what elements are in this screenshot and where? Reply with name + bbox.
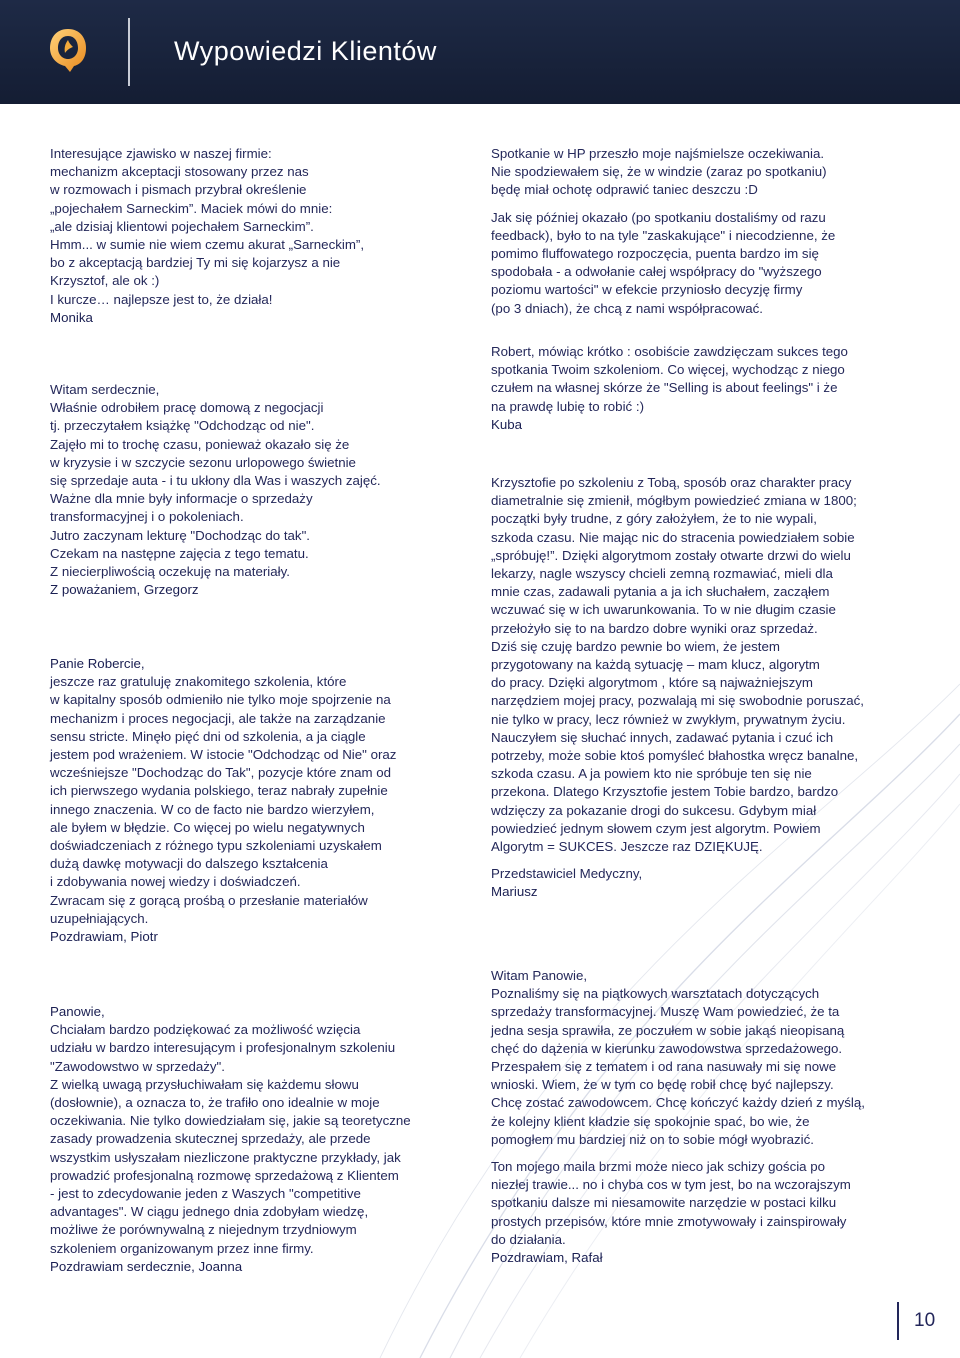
signature: Z poważaniem, Grzegorz (50, 582, 199, 598)
text-line: wcześniejsze "Dochodząc do Tak", pozycje które znam od (50, 765, 392, 781)
text-line: sensu stricte. Minęło pięć dni od szkolenia, a ja ciągle (50, 728, 366, 744)
text-line: w kryzysie i w szczycie sezonu urlopowego świetnie (50, 454, 356, 470)
text-line: ich pierwszego wydania polskiego, teraz nabrały zupełnie (50, 783, 388, 799)
page-number-divider (897, 1302, 899, 1340)
testimonial-piotr (50, 655, 396, 946)
text-line: Zwracam się z gorącą prośbą o przesłanie materiałów (50, 892, 368, 908)
text-line: Z wielką uwagą przysłuchiwałam się każdemu słowu (50, 1076, 359, 1092)
text-line: mechanizm i proces negocjacji, ale także na zarządzanie (50, 710, 386, 726)
text-line: Przespałem się z tematem i od rana nasuwały mi się nowe (491, 1059, 837, 1075)
role-line: Przedstawiciel Medyczny, (491, 866, 643, 882)
text-line: szkoleniem organizowanym przez inne firmy. (50, 1240, 314, 1256)
text-line: oczekiwania. Nie tylko dowiedziałam się, jakie są teoretyczne (50, 1113, 411, 1129)
text-line: wczuwać się w ich uwarunkowania. To w nie długim czasie (491, 602, 836, 618)
text-line: Chciałam bardzo podziękować za możliwość wzięcia (50, 1022, 361, 1038)
text-line: tj. przeczytałem książkę "Odchodząc od nie". (50, 418, 315, 434)
text-line: przekona. Dlatego Krzysztofie jestem Tobie bardzo, bardzo (491, 784, 839, 800)
text-line: spotkania Twoim szkoleniom. Co więcej, wychodząc z niego (491, 362, 845, 378)
text-line: jeszcze raz gratuluję znakomitego szkolenia, które (50, 674, 347, 690)
text-line: spotkaniu dalsze mi niesamowite narzędzie w postaci kilku (491, 1195, 837, 1211)
text-line: i zdobywania nowej wiedzy i doświadczeń. (50, 874, 301, 890)
greeting: Panowie, (50, 1004, 105, 1019)
text-line: Hmm... w sumie nie wiem czemu akurat „Sarneckim”, (50, 237, 365, 253)
q-logo-icon (46, 26, 90, 74)
text-line: Właśnie odrobiłem pracę domową z negocjacji (50, 400, 324, 416)
text-line: Nauczyłem się słuchać innych, zadawać pytania i czuć ich (491, 729, 834, 745)
page-number: 10 (914, 1310, 936, 1331)
page-header (0, 0, 960, 104)
text-line: początki były trudne, z góry założyłem, że to nie wypali, (491, 511, 817, 527)
text-line: pomimo fluffowatego rozpoczęcia, puenta bardzo im się (491, 246, 819, 262)
text-line: Krzysztof, ale ok :) (50, 273, 160, 289)
signature: Kuba (491, 416, 523, 432)
text-line: sprzedaży transformacyjnej. Muszę Wam powiedzieć, że ta (491, 1004, 840, 1020)
text-line: przygotowany na każdą sytuację – mam klucz, algorytm (491, 657, 820, 673)
signature: Pozdrawiam, Rafał (491, 1250, 603, 1266)
text-line: nie tylko w pracy, lecz również w zwykłym, prywatnym życiu. (491, 711, 846, 727)
text-line: „pojechałem Sarneckim”. Maciek mówi do mnie: (50, 200, 333, 216)
text-line: Czekam na następne zajęcia z tego tematu. (50, 545, 309, 561)
text-line: Chcę zostać zawodowcem. Chcę kończyć każdy dzień z myślą, (491, 1095, 865, 1111)
testimonial-grzegorz (50, 381, 381, 599)
text-line: Poznaliśmy się na piątkowych warsztatach dotyczących (491, 986, 820, 1002)
text-line: mnie czas, zadawali pytania a ja ich słuchałem, zacząłem (491, 584, 830, 600)
text-line: do pracy. Dzięki algorytmom , które są najważniejszym (491, 675, 813, 691)
signature: Pozdrawiam, Piotr (50, 929, 158, 945)
text-line: wszystkim usłyszałam niezliczone praktyczne przykłady, jak (50, 1149, 401, 1165)
text-line: wnioski. Wiem, że w tym co będę robił chcę być najlepszy. (491, 1077, 834, 1093)
text-line: Jak się później okazało (po spotkaniu dostaliśmy od razu (491, 209, 826, 225)
text-line: pomogłem mu bardziej niż on to sobie mógł wyobrazić. (491, 1131, 814, 1147)
text-line: Z niecierpliwością oczekuję na materiały. (50, 564, 290, 580)
text-line: Witam Panowie, (491, 968, 588, 983)
text-line: będę miał ochotę odprawić taniec deszczu :D (491, 182, 758, 198)
text-line: Witam serdecznie, (50, 382, 160, 397)
text-line: mechanizm akceptacji stosowany przez nas (50, 164, 309, 180)
text-line: spodobała - a odwołanie całej współpracy do "wyższego (491, 264, 822, 280)
text-line: potrzeby, może sobie ktoś pomyśleć błahostka wręcz banalne, (491, 748, 859, 764)
text-line: niezłej trawie... no i chyba cos w tym jest, bo na wczorajszym (491, 1177, 851, 1193)
testimonial-monika (50, 145, 364, 327)
text-line: do działania. (491, 1231, 566, 1247)
text-line: uzupełniających. (50, 910, 149, 926)
text-line: Algorytm = SUKCES. Jeszcze raz DZIĘKUJĘ. (491, 839, 763, 855)
text-line: jedna sesja sprawiła, ze poczułem w sobie jakąś nieopisaną (491, 1022, 845, 1038)
text-line: w rozmowach i pismach przybrał określenie (50, 182, 307, 198)
text-line: możliwe że porównywalną z niejednym trzydniowym (50, 1222, 357, 1238)
text-line: prostych przepisów, które mnie zmotywowały i zainspirowały (491, 1213, 847, 1229)
text-line: diametralnie się zmienił, mógłbym powiedzieć zmiana w 1800; (491, 493, 857, 509)
text-line: czułem na własnej skórze że "Selling is about feelings" i że (491, 380, 838, 396)
text-line: "Zawodowstwo w sprzedaży". (50, 1058, 225, 1074)
text-line: Nie spodziewałem się, że w windzie (zaraz po spotkaniu) (491, 164, 827, 180)
text-line: w kapitalny sposób odmieniło nie tylko moje spojrzenie na (50, 692, 391, 708)
text-line: zasady prowadzenia skutecznej sprzedaży, ale przede (50, 1131, 371, 1147)
text-line: przełożyło się to na bardzo dobre wyniki oraz sprzedaż. (491, 620, 818, 636)
testimonial-rafal (491, 967, 865, 1267)
text-line: dużą dawkę motywacji do dalszego kształcenia (50, 856, 328, 872)
text-line: Zajęło mi to trochę czasu, ponieważ okazało się że (50, 436, 350, 452)
text-line: szkoda czasu. Nie mając nic do stracenia powiedziałem sobie (491, 529, 855, 545)
text-line: bo z akceptacją bardziej Ty mi się kojarzysz a nie (50, 255, 341, 271)
signature: Monika (50, 309, 93, 325)
text-line: szkoda czasu. A ja powiem kto nie spróbuje ten się nie (491, 766, 812, 782)
text-line: Ton mojego maila brzmi może nieco jak schizy gościa po (491, 1159, 826, 1175)
page-title: Wypowiedzi Klientów (174, 36, 437, 66)
text-line: wdzięczy za pokazanie drogi do sukcesu. Gdybym miał (491, 802, 817, 818)
text-line: (dosłownie), a oznacza to, że trafiło ono idealnie w moje (50, 1095, 380, 1111)
text-line: Ważne dla mnie były informacje o sprzedaży (50, 491, 313, 507)
text-line: „spróbuję!”. Dzięki algorytmom zostały otwarte drzwi do wielu (491, 547, 851, 563)
text-line: - jest to zdecydowanie jeden z Waszych "competitive (50, 1186, 361, 1202)
text-line: jestem pod wrażeniem. W istocie "Odchodząc od Nie" oraz (50, 747, 397, 763)
text-line: na prawdę lubię to robić :) (491, 398, 644, 414)
text-line: się sprzedaje auta - i tu ukłony dla Was i waszych zajęć. (50, 473, 381, 489)
testimonial-mariusz (491, 474, 864, 902)
text-line: ale byłem w błędzie. Co więcej po wielu negatywnych (50, 819, 365, 835)
text-line: narzędziem mojej pracy, pozwalają mi się swobodnie poruszać, (491, 693, 864, 709)
text-line: doświadczeniach z różnego typu szkoleniami uzyskałem (50, 838, 382, 854)
text-line: prowadzić profesjonalną rozmowę sprzedażową z Klientem (50, 1167, 399, 1183)
text-line: Jutro zaczynam lekturę "Dochodząc do tak". (50, 527, 310, 543)
text-line: Robert, mówiąc krótko : osobiście zawdzięczam sukces tego (491, 344, 848, 359)
text-line: powiedzieć jednym słowem czym jest algorytm. Powiem (491, 820, 821, 836)
text-line: Spotkanie w HP przeszło moje najśmielsze oczekiwania. (491, 146, 825, 161)
text-line: (po 3 dniach), że chcą z nami współpracować. (491, 300, 763, 316)
signature: Pozdrawiam serdecznie, Joanna (50, 1258, 243, 1274)
text-line: Krzysztofie po szkoleniu z Tobą, sposób oraz charakter pracy (491, 475, 852, 490)
signature: Mariusz (491, 884, 538, 900)
testimonial-kuba (491, 343, 848, 434)
testimonial-joanna (50, 1003, 411, 1276)
text-line: transformacyjnej i o pokoleniach. (50, 509, 244, 525)
text-line: innego znaczenia. W co de facto nie bardzo wierzyłem, (50, 801, 375, 817)
text-line: że kolejny klient kładzie się spokojnie spać, bo wie, że (491, 1113, 810, 1129)
text-line: feedback), było to na tyle "zaskakujące" i niecodzienne, że (491, 227, 836, 243)
text-line: advantages". W ciągu jednego dnia zdobyłam wiedzę, (50, 1204, 369, 1220)
text-line: lekarzy, nagle wszyscy chcieli zemną rozmawiać, mieli dla (491, 566, 833, 582)
text-line: poziomu wartości" w efekcie przyniosło decyzję firmy (491, 282, 803, 298)
text-line: I kurcze… najlepsze jest to, że działa! (50, 291, 273, 307)
header-divider (128, 18, 130, 86)
greeting: Panie Robercie, (50, 656, 145, 671)
text-line: chęć do dążenia w kierunku zawodowstwa sprzedażowego. (491, 1040, 843, 1056)
text-line: „ale dzisiaj klientowi pojechałem Sarneckim”. (50, 218, 314, 234)
testimonial-hp-meeting (491, 145, 835, 318)
text-line: udziału w bardzo interesującym i profesjonalnym szkoleniu (50, 1040, 396, 1056)
text-line: Interesujące zjawisko w naszej firmie: (50, 146, 272, 161)
text-line: Dziś się czuję bardzo pewnie bo wiem, że jestem (491, 638, 780, 654)
